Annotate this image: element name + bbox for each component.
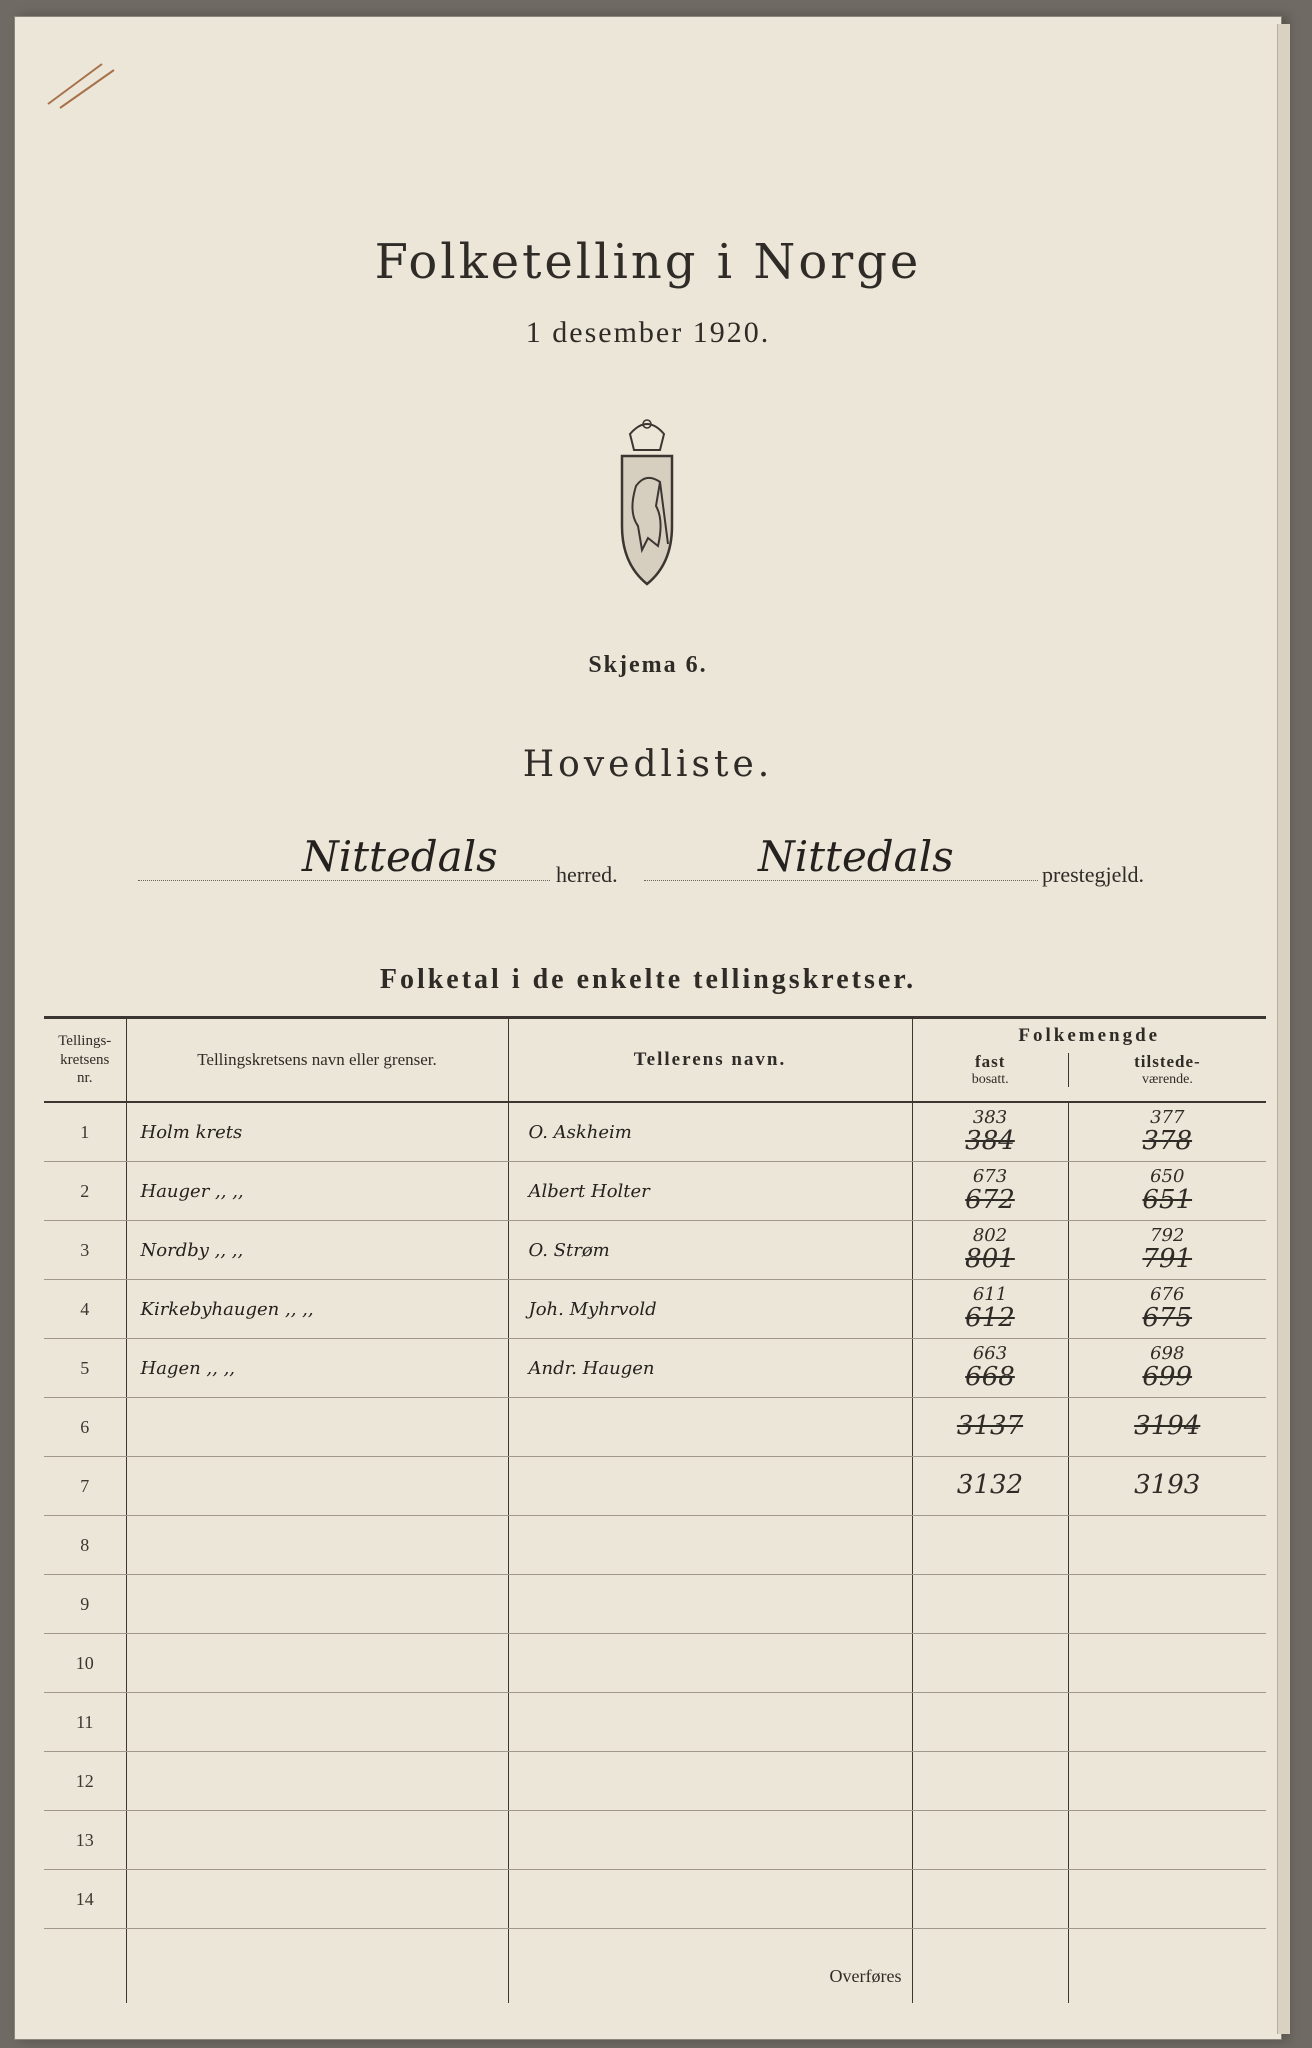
- table-row: [44, 1102, 1266, 1162]
- tilstedevaerende-cell: [1068, 1398, 1266, 1457]
- row-number: 4: [44, 1280, 126, 1339]
- tilstedevaerende-cell: [1068, 1634, 1266, 1693]
- footer-empty: [126, 1929, 508, 2004]
- teller-name: [508, 1634, 912, 1693]
- table-row: [44, 1634, 1266, 1693]
- row-number: 14: [44, 1870, 126, 1929]
- tilstedevaerende-cell: [1068, 1752, 1266, 1811]
- tilstedevaerende-cell: [1068, 1339, 1266, 1398]
- fast-bosatt-cell: [912, 1516, 1068, 1575]
- struck-value: 612: [965, 1302, 1015, 1333]
- correction-value: 611: [972, 1283, 1008, 1305]
- row-number: 9: [44, 1575, 126, 1634]
- fast-bosatt-cell: [912, 1162, 1068, 1221]
- header-nr: Tellings- kretsens nr.: [44, 1018, 126, 1103]
- row-number: 5: [44, 1339, 126, 1398]
- herred-label: herred.: [556, 862, 618, 887]
- census-date: 1 desember 1920.: [525, 316, 771, 349]
- carry-over-label: Overføres: [508, 1929, 912, 2004]
- struck-value: 3194: [1134, 1411, 1201, 1442]
- row-number: 13: [44, 1811, 126, 1870]
- struck-value: 378: [1142, 1125, 1193, 1156]
- census-table: [44, 1016, 1266, 2003]
- footer-empty: [44, 1929, 126, 2004]
- correction-value: 698: [1150, 1342, 1185, 1364]
- tilstedevaerende-cell: [1068, 1693, 1266, 1752]
- tilstedevaerende-cell: [1068, 1162, 1266, 1221]
- row-number: 7: [44, 1457, 126, 1516]
- row-number: 2: [44, 1162, 126, 1221]
- teller-name: [508, 1398, 912, 1457]
- district-name: [126, 1811, 508, 1870]
- schema-number: Skjema 6.: [588, 652, 708, 678]
- teller-name: [508, 1693, 912, 1752]
- header-tilstede: tilstede-: [1134, 1052, 1201, 1071]
- struck-value: 651: [1142, 1184, 1193, 1215]
- row-number: 12: [44, 1752, 126, 1811]
- header-folkemengde: [912, 1018, 1266, 1103]
- district-name: [126, 1870, 508, 1929]
- district-name: [126, 1752, 508, 1811]
- correction-value: 663: [972, 1342, 1008, 1364]
- fast-bosatt-cell: [912, 1870, 1068, 1929]
- table-row: [44, 1752, 1266, 1811]
- teller-name: [508, 1870, 912, 1929]
- header-group-label: Folkemengde: [1018, 1025, 1161, 1046]
- correction-value: 650: [1150, 1165, 1185, 1187]
- struck-value: 672: [965, 1184, 1015, 1215]
- struck-value: 384: [965, 1125, 1015, 1156]
- tilstedevaerende-cell: [1068, 1102, 1266, 1162]
- fast-bosatt-cell: [912, 1693, 1068, 1752]
- struck-value: 791: [1142, 1243, 1193, 1274]
- tilstedevaerende-cell: [1068, 1516, 1266, 1575]
- teller-name: Albert Holter: [508, 1162, 912, 1221]
- correction-value: 792: [1150, 1224, 1185, 1246]
- correction-value: 377: [1150, 1106, 1185, 1128]
- struck-value: 801: [965, 1243, 1015, 1274]
- section-title: Folketal i de enkelte tellingskretser.: [379, 964, 917, 995]
- table-row: [44, 1693, 1266, 1752]
- row-number: 11: [44, 1693, 126, 1752]
- struck-value: 3137: [956, 1411, 1024, 1442]
- correction-value: 673: [972, 1165, 1008, 1187]
- teller-name: [508, 1457, 912, 1516]
- district-name: [126, 1634, 508, 1693]
- teller-name: Andr. Haugen: [508, 1339, 912, 1398]
- row-number: 1: [44, 1102, 126, 1162]
- tilstedevaerende-cell: [1068, 1811, 1266, 1870]
- footer-empty: [912, 1929, 1068, 2004]
- table-row: [44, 1870, 1266, 1929]
- pencil-marks: [42, 56, 132, 116]
- footer-empty: [1068, 1929, 1266, 2004]
- table-row: [44, 1280, 1266, 1339]
- prestegjeld-label: prestegjeld.: [1042, 862, 1145, 887]
- header-teller: Tellerens navn.: [508, 1018, 912, 1103]
- herred-value: Nittedals: [302, 832, 498, 881]
- correction-value: 676: [1150, 1283, 1185, 1305]
- district-name: Nordby ,, ,,: [126, 1221, 508, 1280]
- header-fast: fast: [974, 1052, 1006, 1071]
- fast-bosatt-cell: [912, 1398, 1068, 1457]
- total-value: 3132: [956, 1470, 1024, 1501]
- fast-bosatt-cell: [912, 1634, 1068, 1693]
- table-row: [44, 1811, 1266, 1870]
- form-title: Folketelling i Norge: [374, 234, 922, 290]
- correction-value: 383: [972, 1106, 1008, 1128]
- district-name: Holm krets: [126, 1102, 508, 1162]
- table-row: [44, 1162, 1266, 1221]
- teller-name: [508, 1516, 912, 1575]
- fast-bosatt-cell: [912, 1575, 1068, 1634]
- header-tilstede-sub: værende.: [1141, 1071, 1193, 1087]
- teller-name: [508, 1752, 912, 1811]
- fast-bosatt-cell: [912, 1339, 1068, 1398]
- district-name: [126, 1693, 508, 1752]
- row-number: 3: [44, 1221, 126, 1280]
- struck-value: 668: [965, 1361, 1015, 1392]
- total-value: 3193: [1134, 1470, 1201, 1501]
- district-name: [126, 1516, 508, 1575]
- prestegjeld-value: Nittedals: [758, 832, 954, 881]
- table-row: [44, 1457, 1266, 1516]
- table-row: [44, 1339, 1266, 1398]
- district-name: Hauger ,, ,,: [126, 1162, 508, 1221]
- district-name: [126, 1457, 508, 1516]
- struck-value: 699: [1142, 1361, 1193, 1392]
- district-name: Kirkebyhaugen ,, ,,: [126, 1280, 508, 1339]
- district-name: [126, 1398, 508, 1457]
- fast-bosatt-cell: [912, 1752, 1068, 1811]
- tilstedevaerende-cell: [1068, 1457, 1266, 1516]
- district-name: [126, 1575, 508, 1634]
- row-number: 10: [44, 1634, 126, 1693]
- table-row: [44, 1516, 1266, 1575]
- teller-name: O. Strøm: [508, 1221, 912, 1280]
- tilstedevaerende-cell: [1068, 1870, 1266, 1929]
- census-form-page: [14, 16, 1282, 2040]
- footer-row: [44, 1929, 1266, 2004]
- correction-value: 802: [972, 1224, 1008, 1246]
- table-row: [44, 1575, 1266, 1634]
- teller-name: [508, 1811, 912, 1870]
- teller-name: O. Askheim: [508, 1102, 912, 1162]
- fast-bosatt-cell: [912, 1280, 1068, 1339]
- fast-bosatt-cell: [912, 1221, 1068, 1280]
- municipality-line: [138, 832, 1168, 902]
- header-fast-sub: bosatt.: [971, 1071, 1009, 1087]
- list-title: Hovedliste.: [522, 744, 774, 785]
- fast-bosatt-cell: [912, 1102, 1068, 1162]
- struck-value: 675: [1142, 1302, 1193, 1333]
- row-number: 6: [44, 1398, 126, 1457]
- tilstedevaerende-cell: [1068, 1221, 1266, 1280]
- row-number: 8: [44, 1516, 126, 1575]
- coat-of-arms-icon: [602, 416, 692, 590]
- header-name: Tellingskretsens navn eller grenser.: [126, 1018, 508, 1103]
- teller-name: Joh. Myhrvold: [508, 1280, 912, 1339]
- fast-bosatt-cell: [912, 1457, 1068, 1516]
- fast-bosatt-cell: [912, 1811, 1068, 1870]
- table-row: [44, 1398, 1266, 1457]
- tilstedevaerende-cell: [1068, 1280, 1266, 1339]
- teller-name: [508, 1575, 912, 1634]
- table-row: [44, 1221, 1266, 1280]
- tilstedevaerende-cell: [1068, 1575, 1266, 1634]
- district-name: Hagen ,, ,,: [126, 1339, 508, 1398]
